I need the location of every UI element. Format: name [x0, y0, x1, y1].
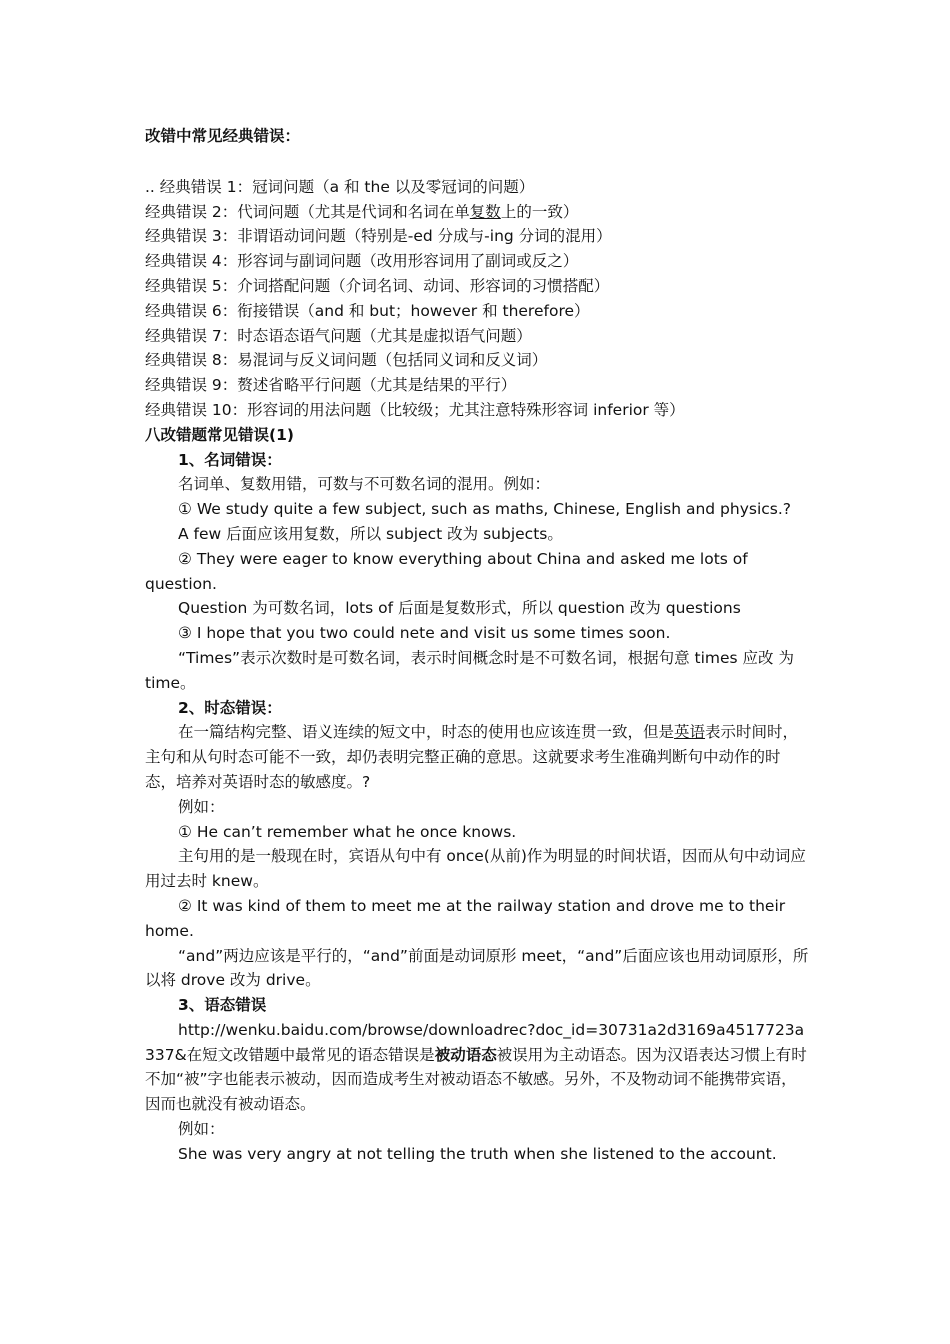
noun-example-3-note: “Times”表示次数时是可数名词，表示时间概念时是不可数名词，根据句意 times 应改 为 time。 — [145, 648, 794, 692]
tense-example-1-note: 主句用的是一般现在时，宾语从句中有 once(从前)作为明显的时间状语，因而从句中动词应用过去时 knew。 — [145, 847, 806, 891]
error-item-3: 经典错误 3：非谓语动词问题（特别是-ed 分成与-ing 分词的混用） — [145, 227, 612, 246]
noun-example-1: ① We study quite a few subject, such as maths, Chinese, English and physics.? — [178, 500, 792, 519]
voice-example-1: She was very angry at not telling the truth when she listened to the account. — [178, 1144, 777, 1163]
noun-example-2-note: Question 为可数名词，lots of 后面是复数形式，所以 question 改为 questions — [178, 599, 741, 618]
voice-example-label: 例如： — [178, 1120, 225, 1139]
error-item-7: 经典错误 7：时态语态语气问题（尤其是虚拟语气问题） — [145, 326, 532, 345]
passive-voice-term: 被动语态 — [434, 1045, 497, 1064]
tense-example-2-note: “and”两边应该是平行的，“and”前面是动词原形 meet，“and”后面应该也用动词原形，所以将 drove 改为 drive。 — [145, 946, 809, 990]
noun-error-intro: 名词单、复数用错，可数与不可数名词的混用。例如： — [178, 475, 551, 494]
error-item-8: 经典错误 8：易混词与反义词问题（包括同义词和反义词） — [145, 351, 548, 370]
error-item-2: 经典错误 2：代词问题（尤其是代词和名词在单复数上的一致） — [145, 202, 579, 221]
voice-error-heading: 3、语态错误 — [178, 996, 267, 1015]
noun-error-heading: 1、名词错误： — [178, 450, 282, 469]
error-item-5: 经典错误 5：介词搭配问题（介词名词、动词、形容词的习惯搭配） — [145, 276, 610, 295]
english-link[interactable]: 英语 — [674, 723, 706, 742]
tense-error-intro: 在一篇结构完整、语义连续的短文中，时态的使用也应该连贯一致，但是英语表示时间时，主句和从句时态可能不一致，却仍表明完整正确的意思。这就要求考生准确判断句中动作的时态，培养对英语时态的敏感度。? — [145, 723, 799, 791]
noun-example-3: ③ I hope that you two could nete and visit us some times soon. — [178, 624, 671, 643]
error-item-6: 经典错误 6：衔接错误（and 和 but；however 和 therefore） — [145, 301, 590, 320]
voice-error-intro: http://wenku.baidu.com/browse/downloadrec?doc_id=30731a2d3169a4517723a337&在短文改错题中最常见的语态错误是被动语态被误用为主动语态。因为汉语表达习惯上有时不加“被”字也能表示被动，因而造成考生对被动语态不敏感。另外，不及物动词不能携带宾语，因而也就没有被动语态。 — [145, 1020, 807, 1114]
voice-url: http://wenku.baidu.com/browse/downloadrec?doc_id=30731a2d3169a4517723a337& — [145, 1020, 805, 1064]
tense-example-label: 例如： — [178, 797, 225, 816]
error-item-9: 经典错误 9：赘述省略平行问题（尤其是结果的平行） — [145, 376, 517, 395]
noun-example-2: ② They were eager to know everything about China and asked me lots of question. — [145, 549, 748, 593]
underlined-term: 复数 — [469, 202, 501, 221]
noun-example-1-note: A few 后面应该用复数，所以 subject 改为 subjects。 — [178, 524, 563, 543]
document-page — [145, 124, 810, 1167]
section-heading: 八改错题常见错误(1) — [145, 425, 294, 444]
tense-example-1: ① He can’t remember what he once knows. — [178, 822, 517, 841]
error-item-10: 经典错误 10：形容词的用法问题（比较级；尤其注意特殊形容词 inferior 等） — [145, 400, 685, 419]
spacer — [145, 149, 810, 175]
document-title: 改错中常见经典错误： — [145, 127, 301, 145]
tense-example-2: ② It was kind of them to meet me at the railway station and drove me to their home. — [145, 896, 786, 940]
error-item-1: .. 经典错误 1：冠词问题（a 和 the 以及零冠词的问题） — [145, 177, 535, 196]
error-item-4: 经典错误 4：形容词与副词问题（改用形容词用了副词或反之） — [145, 252, 579, 271]
tense-error-heading: 2、时态错误： — [178, 698, 282, 717]
